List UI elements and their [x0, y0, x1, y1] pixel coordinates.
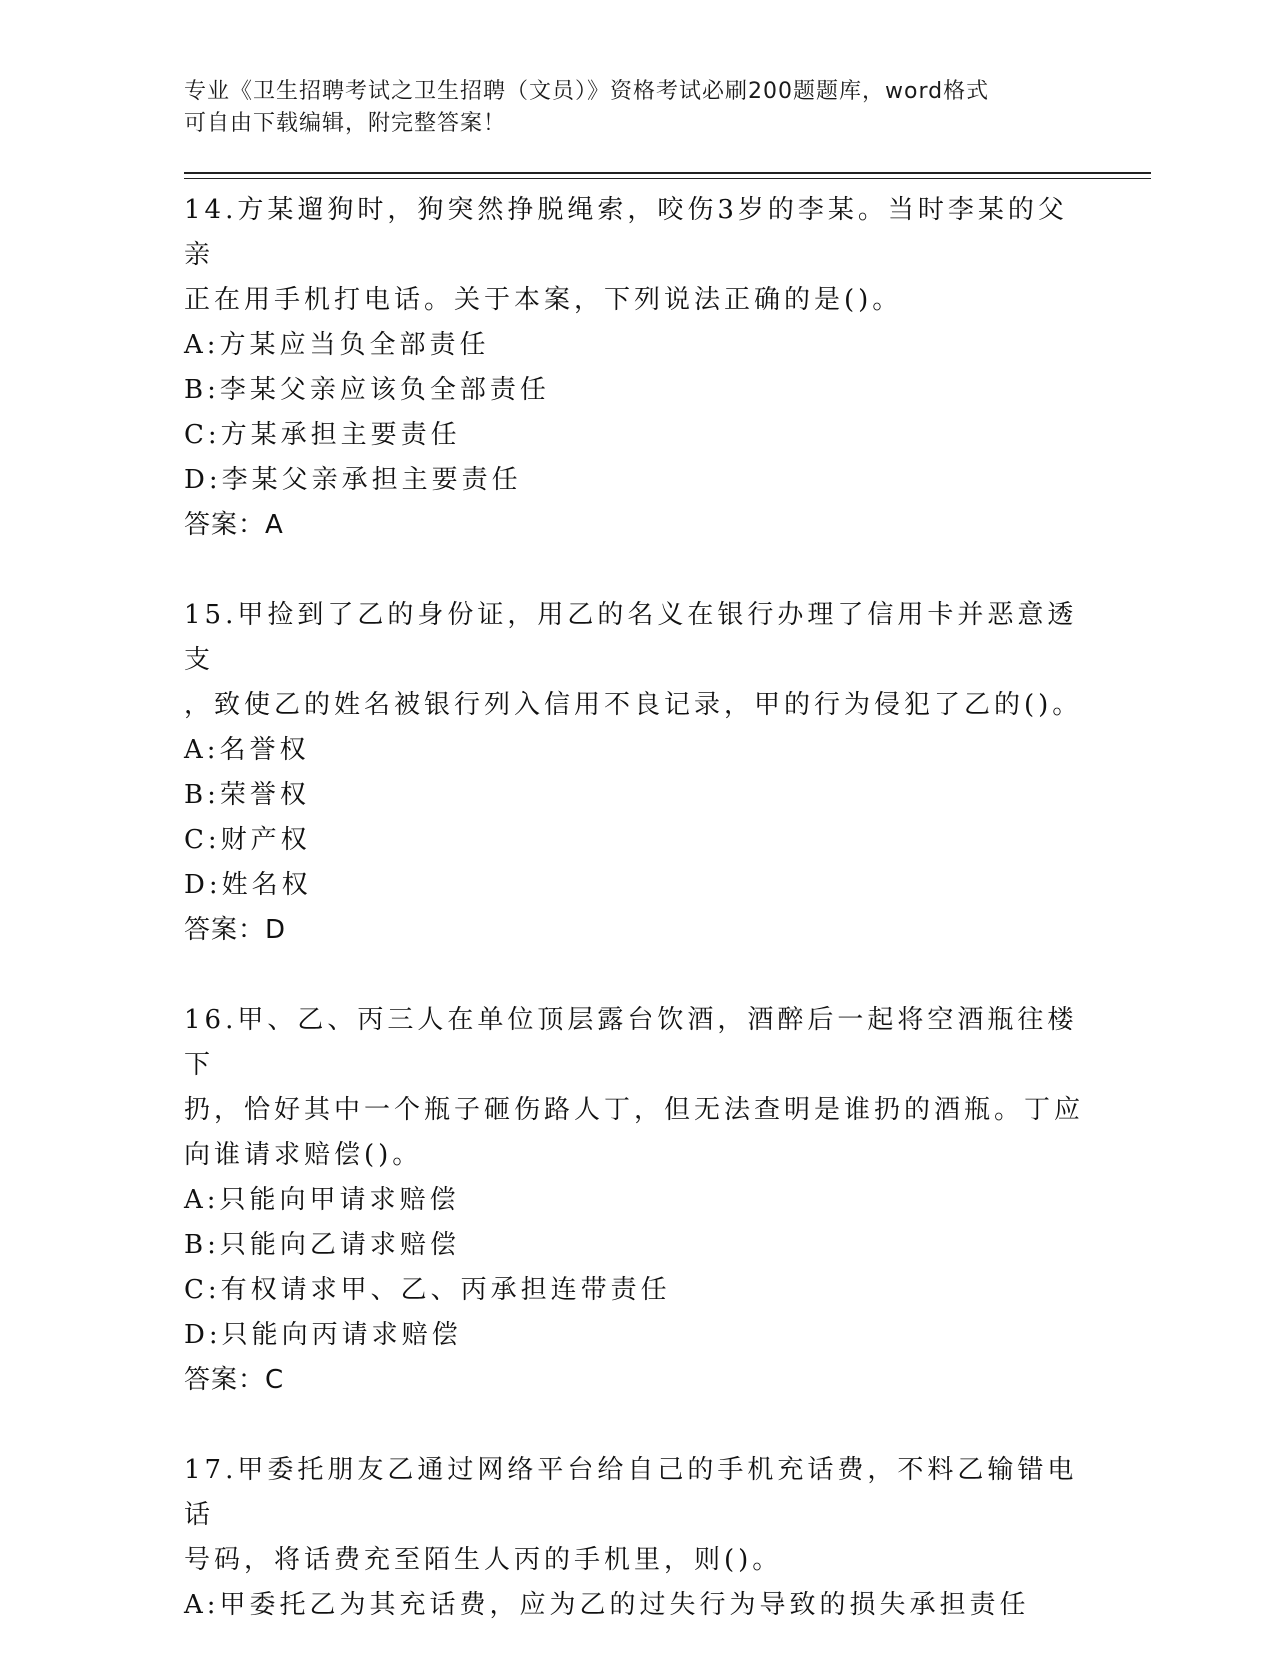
option-c: C:方某承担主要责任 — [184, 420, 461, 450]
option-a: A:方某应当负全部责任 — [184, 330, 490, 360]
option-c: C:有权请求甲、乙、丙承担连带责任 — [184, 1275, 671, 1305]
option-d: D:姓名权 — [184, 870, 312, 900]
option-a: A:甲委托乙为其充话费，应为乙的过失行为导致的损失承担责任 — [184, 1590, 1030, 1620]
question-text-line: 14.方某遛狗时，狗突然挣脱绳索，咬伤3岁的李某。当时李某的父亲 — [184, 195, 1068, 270]
question-17 — [184, 1448, 1084, 1628]
question-text-line: 向谁请求赔偿()。 — [184, 1140, 423, 1170]
question-text-line: 17.甲委托朋友乙通过网络平台给自己的手机充话费，不料乙输错电话 — [184, 1455, 1078, 1530]
question-14 — [184, 188, 1084, 548]
question-list — [184, 188, 1084, 1673]
option-b: B:只能向乙请求赔偿 — [184, 1230, 460, 1260]
option-d: D:李某父亲承担主要责任 — [184, 465, 522, 495]
option-b: B:李某父亲应该负全部责任 — [184, 375, 550, 405]
option-c: C:财产权 — [184, 825, 311, 855]
question-16 — [184, 998, 1084, 1403]
question-text-line: ，致使乙的姓名被银行列入信用不良记录，甲的行为侵犯了乙的()。 — [184, 690, 1083, 720]
header-divider-thin — [184, 178, 1151, 179]
question-15 — [184, 593, 1084, 953]
header-line-1: 专业《卫生招聘考试之卫生招聘（文员）》资格考试必刷200题题库，word格式 — [184, 79, 990, 104]
option-a: A:名誉权 — [184, 735, 310, 765]
document-header — [184, 76, 1064, 140]
question-text-line: 号码，将话费充至陌生人丙的手机里，则()。 — [184, 1545, 783, 1575]
header-divider-thick — [184, 172, 1151, 174]
option-a: A:只能向甲请求赔偿 — [184, 1185, 460, 1215]
question-text-line: 16.甲、乙、丙三人在单位顶层露台饮酒，酒醉后一起将空酒瓶往楼下 — [184, 1005, 1078, 1080]
question-text-line: 正在用手机打电话。关于本案，下列说法正确的是()。 — [184, 285, 903, 315]
answer-line: 答案：A — [184, 510, 284, 540]
option-d: D:只能向丙请求赔偿 — [184, 1320, 462, 1350]
header-line-2: 可自由下载编辑，附完整答案！ — [184, 111, 507, 136]
question-text-line: 扔，恰好其中一个瓶子砸伤路人丁，但无法查明是谁扔的酒瓶。丁应 — [184, 1095, 1085, 1125]
option-b: B:荣誉权 — [184, 780, 310, 810]
answer-line: 答案：C — [184, 1365, 285, 1395]
answer-line: 答案：D — [184, 915, 287, 945]
question-text-line: 15.甲捡到了乙的身份证，用乙的名义在银行办理了信用卡并恶意透支 — [184, 600, 1078, 675]
